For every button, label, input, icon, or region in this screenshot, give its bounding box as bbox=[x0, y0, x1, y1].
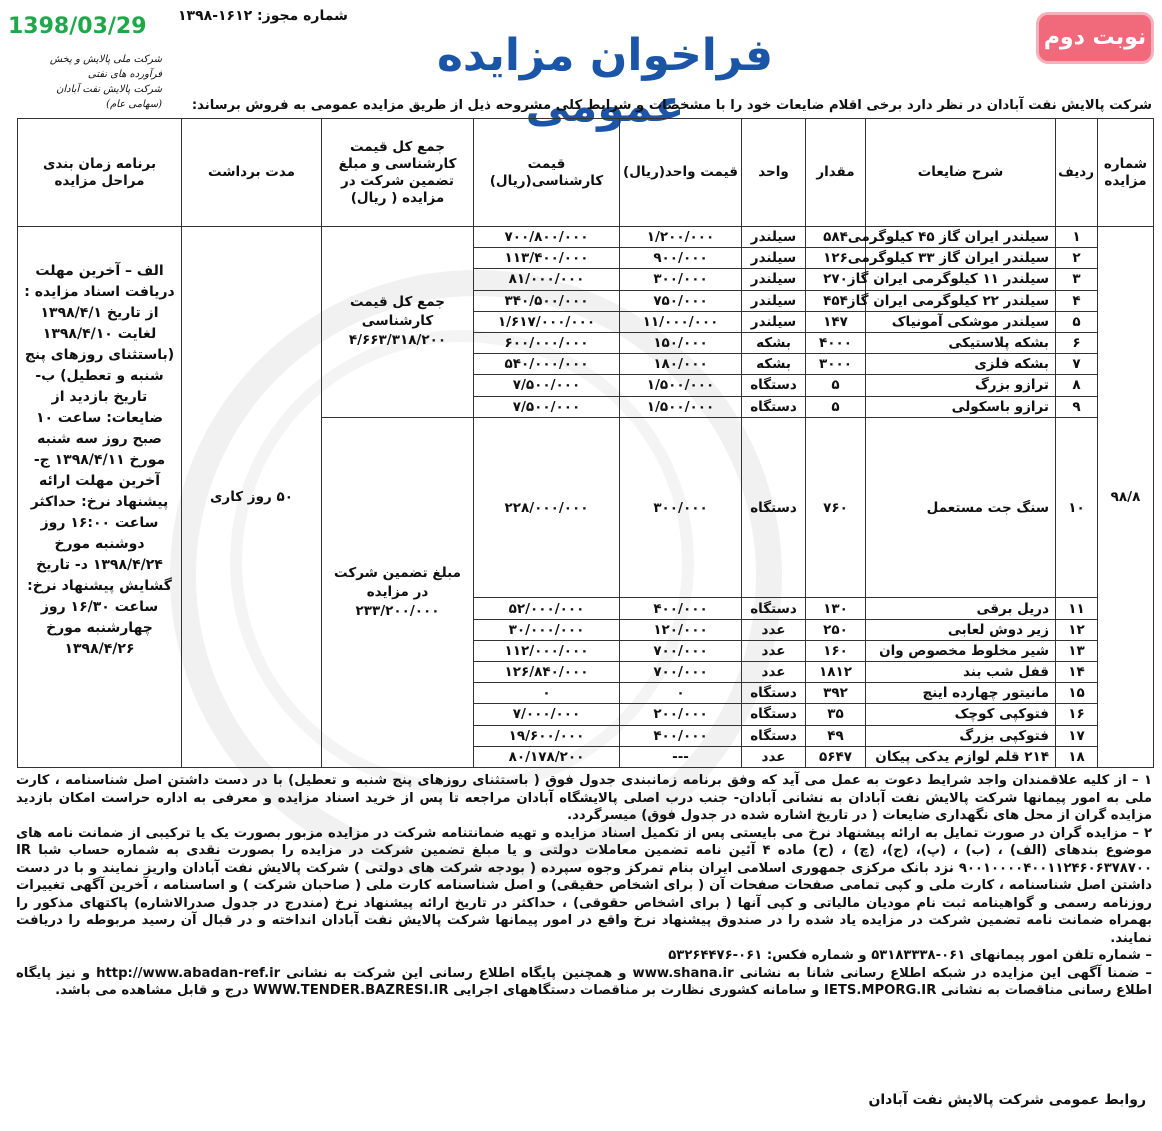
header-unit-price: قیمت واحد(ریال) bbox=[620, 119, 742, 227]
cell-expert-price: ۵۴۰/۰۰۰/۰۰۰ bbox=[474, 354, 620, 375]
cell-description: ۲۱۴ قلم لوازم یدکی پیکان bbox=[866, 746, 1056, 767]
cell-expert-price: ۸۰/۱۷۸/۲۰۰ bbox=[474, 746, 620, 767]
header-auction-no: شماره مزایده bbox=[1098, 119, 1154, 227]
cell-description: قفل شب بند bbox=[866, 661, 1056, 682]
cell-unit: دستگاه bbox=[742, 598, 806, 619]
cell-unit-price: ۱۵۰/۰۰۰ bbox=[620, 332, 742, 353]
cell-row: ۶ bbox=[1056, 332, 1098, 353]
cell-expert-price: ۷/۵۰۰/۰۰۰ bbox=[474, 396, 620, 417]
cell-quantity: ۳۵ bbox=[806, 704, 866, 725]
header-quantity: مقدار bbox=[806, 119, 866, 227]
table-row bbox=[18, 227, 1154, 248]
round-badge: نوبت دوم bbox=[1036, 12, 1154, 64]
date-stamp: 1398/03/29 bbox=[8, 14, 147, 39]
cell-unit: عدد bbox=[742, 640, 806, 661]
cell-quantity: ۴۹ bbox=[806, 725, 866, 746]
cell-unit: دستگاه bbox=[742, 375, 806, 396]
cell-unit: دستگاه bbox=[742, 725, 806, 746]
cell-unit: دستگاه bbox=[742, 683, 806, 704]
cell-row: ۱۰ bbox=[1056, 417, 1098, 598]
cell-expert-price: ۷/۵۰۰/۰۰۰ bbox=[474, 375, 620, 396]
cell-description: فتوکپی بزرگ bbox=[866, 725, 1056, 746]
cell-description: فتوکپی کوچک bbox=[866, 704, 1056, 725]
logo-line-2: شرکت پالایش نفت آبادان (سهامی عام) bbox=[56, 84, 162, 110]
cell-row: ۱۵ bbox=[1056, 683, 1098, 704]
cell-unit-price: ۱۸۰/۰۰۰ bbox=[620, 354, 742, 375]
cell-total-guarantee: مبلغ تضمین شرکت در مزایده ۲۳۳/۲۰۰/۰۰۰ bbox=[322, 417, 474, 767]
cell-auction-no: ۹۸/۸ bbox=[1098, 227, 1154, 768]
cell-row: ۸ bbox=[1056, 375, 1098, 396]
cell-unit-price: ۹۰۰/۰۰۰ bbox=[620, 248, 742, 269]
cell-quantity: ۲۵۰ bbox=[806, 619, 866, 640]
intro-text: شرکت پالایش نفت آبادان در نظر دارد برخی اقلام ضایعات خود را با مشخصات و شرایط کلی مشروحه ذیل از طریق مزایده عمومی به فروش برساند: bbox=[191, 98, 1152, 113]
cell-description: سیلندر ۲۲ کیلوگرمی ایران گاز bbox=[866, 290, 1056, 311]
cell-schedule: الف – آخرین مهلت دریافت اسناد مزایده : از تاریخ ۱۳۹۸/۴/۱ لغایت ۱۳۹۸/۴/۱۰ (باستثنای روزهای پنج شنبه و تعطیل) ب- تاریخ بازدید از ضایعات: ساعت ۱۰ صبح روز سه شنبه مورخ ۱۳۹۸/۴/۱۱ ج- آخرین مهلت ارائه پیشنهاد نرخ: حداکثر ساعت ۱۶:۰۰ روز دوشنبه مورخ ۱۳۹۸/۴/۲۴ د- تاریخ گشایش پیشنهاد نرخ: ساعت ۱۶/۳۰ روز چهارشنبه مورخ ۱۳۹۸/۴/۲۶ bbox=[18, 227, 182, 768]
cell-quantity: ۷۶۰ bbox=[806, 417, 866, 598]
cell-expert-price: ۱۹/۶۰۰/۰۰۰ bbox=[474, 725, 620, 746]
cell-unit-price: ۲۰۰/۰۰۰ bbox=[620, 704, 742, 725]
cell-description: سنگ جت مستعمل bbox=[866, 417, 1056, 598]
cell-unit-price: ۴۰۰/۰۰۰ bbox=[620, 598, 742, 619]
cell-expert-price: ۱/۶۱۷/۰۰۰/۰۰۰ bbox=[474, 311, 620, 332]
cell-quantity: ۱۶۰ bbox=[806, 640, 866, 661]
cell-expert-price: ۳۴۰/۵۰۰/۰۰۰ bbox=[474, 290, 620, 311]
note-3: – شماره تلفن امور پیمانهای ۰۶۱-۵۳۱۸۳۳۳۸ و شماره فکس: ۰۶۱-۵۳۲۶۴۴۷۶ bbox=[668, 948, 1152, 963]
footer-signature: روابط عمومی شرکت پالایش نفت آبادان bbox=[868, 1092, 1146, 1108]
cell-unit-price: ۱۲۰/۰۰۰ bbox=[620, 619, 742, 640]
cell-row: ۴ bbox=[1056, 290, 1098, 311]
cell-quantity: ۲۷۰ bbox=[806, 269, 866, 290]
cell-quantity: ۵ bbox=[806, 375, 866, 396]
cell-expert-price: ۲۲۸/۰۰۰/۰۰۰ bbox=[474, 417, 620, 598]
notes-section bbox=[16, 772, 1152, 1000]
cell-row: ۱۴ bbox=[1056, 661, 1098, 682]
cell-expert-price: ۱۱۳/۴۰۰/۰۰۰ bbox=[474, 248, 620, 269]
cell-row: ۱ bbox=[1056, 227, 1098, 248]
cell-description: شیر مخلوط مخصوص وان bbox=[866, 640, 1056, 661]
cell-unit: بشکه bbox=[742, 332, 806, 353]
header-description: شرح ضایعات bbox=[866, 119, 1056, 227]
cell-unit-price: ۱/۲۰۰/۰۰۰ bbox=[620, 227, 742, 248]
cell-quantity: ۳۰۰۰ bbox=[806, 354, 866, 375]
cell-unit: سیلندر bbox=[742, 311, 806, 332]
cell-duration: ۵۰ روز کاری bbox=[182, 227, 322, 768]
cell-unit-price: ۰ bbox=[620, 683, 742, 704]
cell-row: ۱۱ bbox=[1056, 598, 1098, 619]
cell-quantity: ۱۸۱۲ bbox=[806, 661, 866, 682]
page-title: فراخوان مزایده عمومی bbox=[436, 30, 774, 132]
cell-row: ۲ bbox=[1056, 248, 1098, 269]
header-total: جمع کل قیمت کارشناسی و مبلغ تضمین شرکت در مزایده ( ریال) bbox=[322, 119, 474, 227]
note-2: ۲ – مزایده گران در صورت تمایل به ارائه پیشنهاد نرخ می بایستی پس از تکمیل اسناد مزایده و تهیه ضمانتنامه شرکت در مزایده مزبور بصورت یک یا ترکیبی از ضمانت نامه های موضوع بندهای (الف) ، (ب) ، (پ)، (ج)، (چ) ، (ح) ماده ۴ آئین نامه تضمین معاملات دولتی و یا مبلغ تضمین شرکت در مزایده را بصورت نقدی به شماره حساب شبا IR ۹۰۰۱۰۰۰۰۴۰۰۱۱۲۴۶۰۶۳۷۸۷۰۰ نزد بانک مرکزی جمهوری اسلامی ایران بنام تمرکز وجوه سپرده ( بودجه شرکت های دولتی ) شرکت پالایش نفت آبادان واریز نمایند و با در دست داشتن اصل شناسنامه ، کارت ملی و کپی تمامی صفحات صفحات آن ( برای اشخاص حقیقی) و اصل شناسنامه کارت ملی ( صاحبان شرکت ) و اساسنامه ، آخرین آگهی تغییرات روزنامه رسمی و گواهینامه ثبت نام مودیان مالیاتی و کپی آنها ( برای اشخاص حقوقی) ، حداکثر در تاریخ ارائه پیشنهاد نرخ (مندرج در جدول صدرالاشاره) پاکتهای مذکور را بهمراه ضمانت نامه تضمین شرکت در مزایده یاد شده را در صندوق پیشنهاد نرخ واقع در امور پیمانها شرکت پالایش نفت آبادان انداخته و در قبال آن رسید مربوطه را دریافت نمایند. bbox=[16, 825, 1152, 946]
cell-description: سیلندر ایران گاز ۴۵ کیلوگرمی bbox=[866, 227, 1056, 248]
cell-description: بشکه پلاستیکی bbox=[866, 332, 1056, 353]
cell-row: ۱۲ bbox=[1056, 619, 1098, 640]
cell-quantity: ۱۴۷ bbox=[806, 311, 866, 332]
cell-quantity: ۱۳۰ bbox=[806, 598, 866, 619]
cell-description: بشکه فلزی bbox=[866, 354, 1056, 375]
table-header-row bbox=[18, 119, 1154, 227]
cell-row: ۳ bbox=[1056, 269, 1098, 290]
cell-quantity: ۴۰۰۰ bbox=[806, 332, 866, 353]
cell-unit-price: ۱۱/۰۰۰/۰۰۰ bbox=[620, 311, 742, 332]
cell-unit-price: ۷۵۰/۰۰۰ bbox=[620, 290, 742, 311]
cell-expert-price: ۸۱/۰۰۰/۰۰۰ bbox=[474, 269, 620, 290]
cell-description: سیلندر موشکی آمونیاک bbox=[866, 311, 1056, 332]
cell-unit: بشکه bbox=[742, 354, 806, 375]
cell-total-expert: جمع کل قیمت کارشناسی ۴/۶۶۳/۳۱۸/۲۰۰ bbox=[322, 227, 474, 418]
cell-description: ترازو باسکولی bbox=[866, 396, 1056, 417]
cell-unit: دستگاه bbox=[742, 704, 806, 725]
header-row: ردیف bbox=[1056, 119, 1098, 227]
cell-quantity: ۵ bbox=[806, 396, 866, 417]
cell-row: ۱۷ bbox=[1056, 725, 1098, 746]
cell-unit-price: ۴۰۰/۰۰۰ bbox=[620, 725, 742, 746]
cell-row: ۹ bbox=[1056, 396, 1098, 417]
note-4: – ضمنا آگهی این مزایده در شبکه اطلاع رسانی شانا به نشانی www.shana.ir و همچنین پایگاه اطلاع رسانی این شرکت به نشانی http://www.abadan-ref.ir و نیز پایگاه اطلاع رسانی مناقصات به نشانی IETS.MPORG.IR و سامانه کشوری نظارت بر مناقصات دستگاههای اجرایی WWW.TENDER.BAZRESI.IR درج و قابل مشاهده می باشد. bbox=[16, 965, 1152, 998]
cell-description: سیلندر ۱۱ کیلوگرمی ایران گاز bbox=[866, 269, 1056, 290]
cell-unit-price: ۱/۵۰۰/۰۰۰ bbox=[620, 375, 742, 396]
cell-expert-price: ۵۲/۰۰۰/۰۰۰ bbox=[474, 598, 620, 619]
cell-unit-price: ۳۰۰/۰۰۰ bbox=[620, 417, 742, 598]
header-unit: واحد bbox=[742, 119, 806, 227]
cell-unit: سیلندر bbox=[742, 290, 806, 311]
cell-expert-price: ۱۲۶/۸۴۰/۰۰۰ bbox=[474, 661, 620, 682]
cell-row: ۱۶ bbox=[1056, 704, 1098, 725]
cell-row: ۱۸ bbox=[1056, 746, 1098, 767]
cell-description: سیلندر ایران گاز ۳۳ کیلوگرمی bbox=[866, 248, 1056, 269]
cell-expert-price: ۷۰۰/۸۰۰/۰۰۰ bbox=[474, 227, 620, 248]
cell-expert-price: ۳۰/۰۰۰/۰۰۰ bbox=[474, 619, 620, 640]
cell-unit: دستگاه bbox=[742, 396, 806, 417]
cell-unit: دستگاه bbox=[742, 417, 806, 598]
cell-description: ترازو بزرگ bbox=[866, 375, 1056, 396]
cell-unit: عدد bbox=[742, 661, 806, 682]
cell-unit: سیلندر bbox=[742, 269, 806, 290]
auction-table bbox=[17, 118, 1154, 768]
cell-unit: عدد bbox=[742, 619, 806, 640]
cell-row: ۵ bbox=[1056, 311, 1098, 332]
note-1: ۱ – از کلیه علاقمندان واجد شرایط دعوت به عمل می آید که وفق برنامه زمانبندی جدول فوق ( باستثنای روزهای پنج شنبه و تعطیل) با در دست داشتن اصل شناسنامه ، کارت ملی به امور پیمانها شرکت پالایش نفت آبادان به نشانی آبادان- جنب درب اصلی پالایشگاه آبادان مراجعه تا پس از خرید اسناد مزایده و معرفی به اداره حراست امکان بازدید مزایده گران از محل های نگهداری ضایعات ( در تاریخ اشاره شده در جدول فوق) میسرگردد. bbox=[16, 773, 1152, 823]
cell-unit-price: ۷۰۰/۰۰۰ bbox=[620, 640, 742, 661]
logo-line-1: شرکت ملی پالایش و پخش فرآورده های نفتی bbox=[49, 54, 162, 80]
header-duration: مدت برداشت bbox=[182, 119, 322, 227]
permit-number: شماره مجوز: ۱۶۱۲-۱۳۹۸ bbox=[178, 8, 348, 24]
cell-unit: سیلندر bbox=[742, 248, 806, 269]
cell-quantity: ۱۲۶ bbox=[806, 248, 866, 269]
cell-unit-price: --- bbox=[620, 746, 742, 767]
cell-expert-price: ۱۱۲/۰۰۰/۰۰۰ bbox=[474, 640, 620, 661]
cell-row: ۱۳ bbox=[1056, 640, 1098, 661]
cell-quantity: ۵۸۴ bbox=[806, 227, 866, 248]
header-expert-price: قیمت کارشناسی(ریال) bbox=[474, 119, 620, 227]
cell-unit-price: ۱/۵۰۰/۰۰۰ bbox=[620, 396, 742, 417]
cell-expert-price: ۰ bbox=[474, 683, 620, 704]
cell-description: زیر دوش لعابی bbox=[866, 619, 1056, 640]
cell-row: ۷ bbox=[1056, 354, 1098, 375]
cell-expert-price: ۷/۰۰۰/۰۰۰ bbox=[474, 704, 620, 725]
cell-unit: عدد bbox=[742, 746, 806, 767]
cell-quantity: ۵۶۴۷ bbox=[806, 746, 866, 767]
cell-quantity: ۴۵۴ bbox=[806, 290, 866, 311]
cell-quantity: ۳۹۲ bbox=[806, 683, 866, 704]
auction-table-wrapper bbox=[18, 118, 1154, 768]
cell-unit: سیلندر bbox=[742, 227, 806, 248]
cell-expert-price: ۶۰۰/۰۰۰/۰۰۰ bbox=[474, 332, 620, 353]
cell-unit-price: ۳۰۰/۰۰۰ bbox=[620, 269, 742, 290]
header-schedule: برنامه زمان بندی مراحل مزایده bbox=[18, 119, 182, 227]
cell-unit-price: ۷۰۰/۰۰۰ bbox=[620, 661, 742, 682]
cell-description: دریل برقی bbox=[866, 598, 1056, 619]
cell-description: مانیتور چهارده اینچ bbox=[866, 683, 1056, 704]
